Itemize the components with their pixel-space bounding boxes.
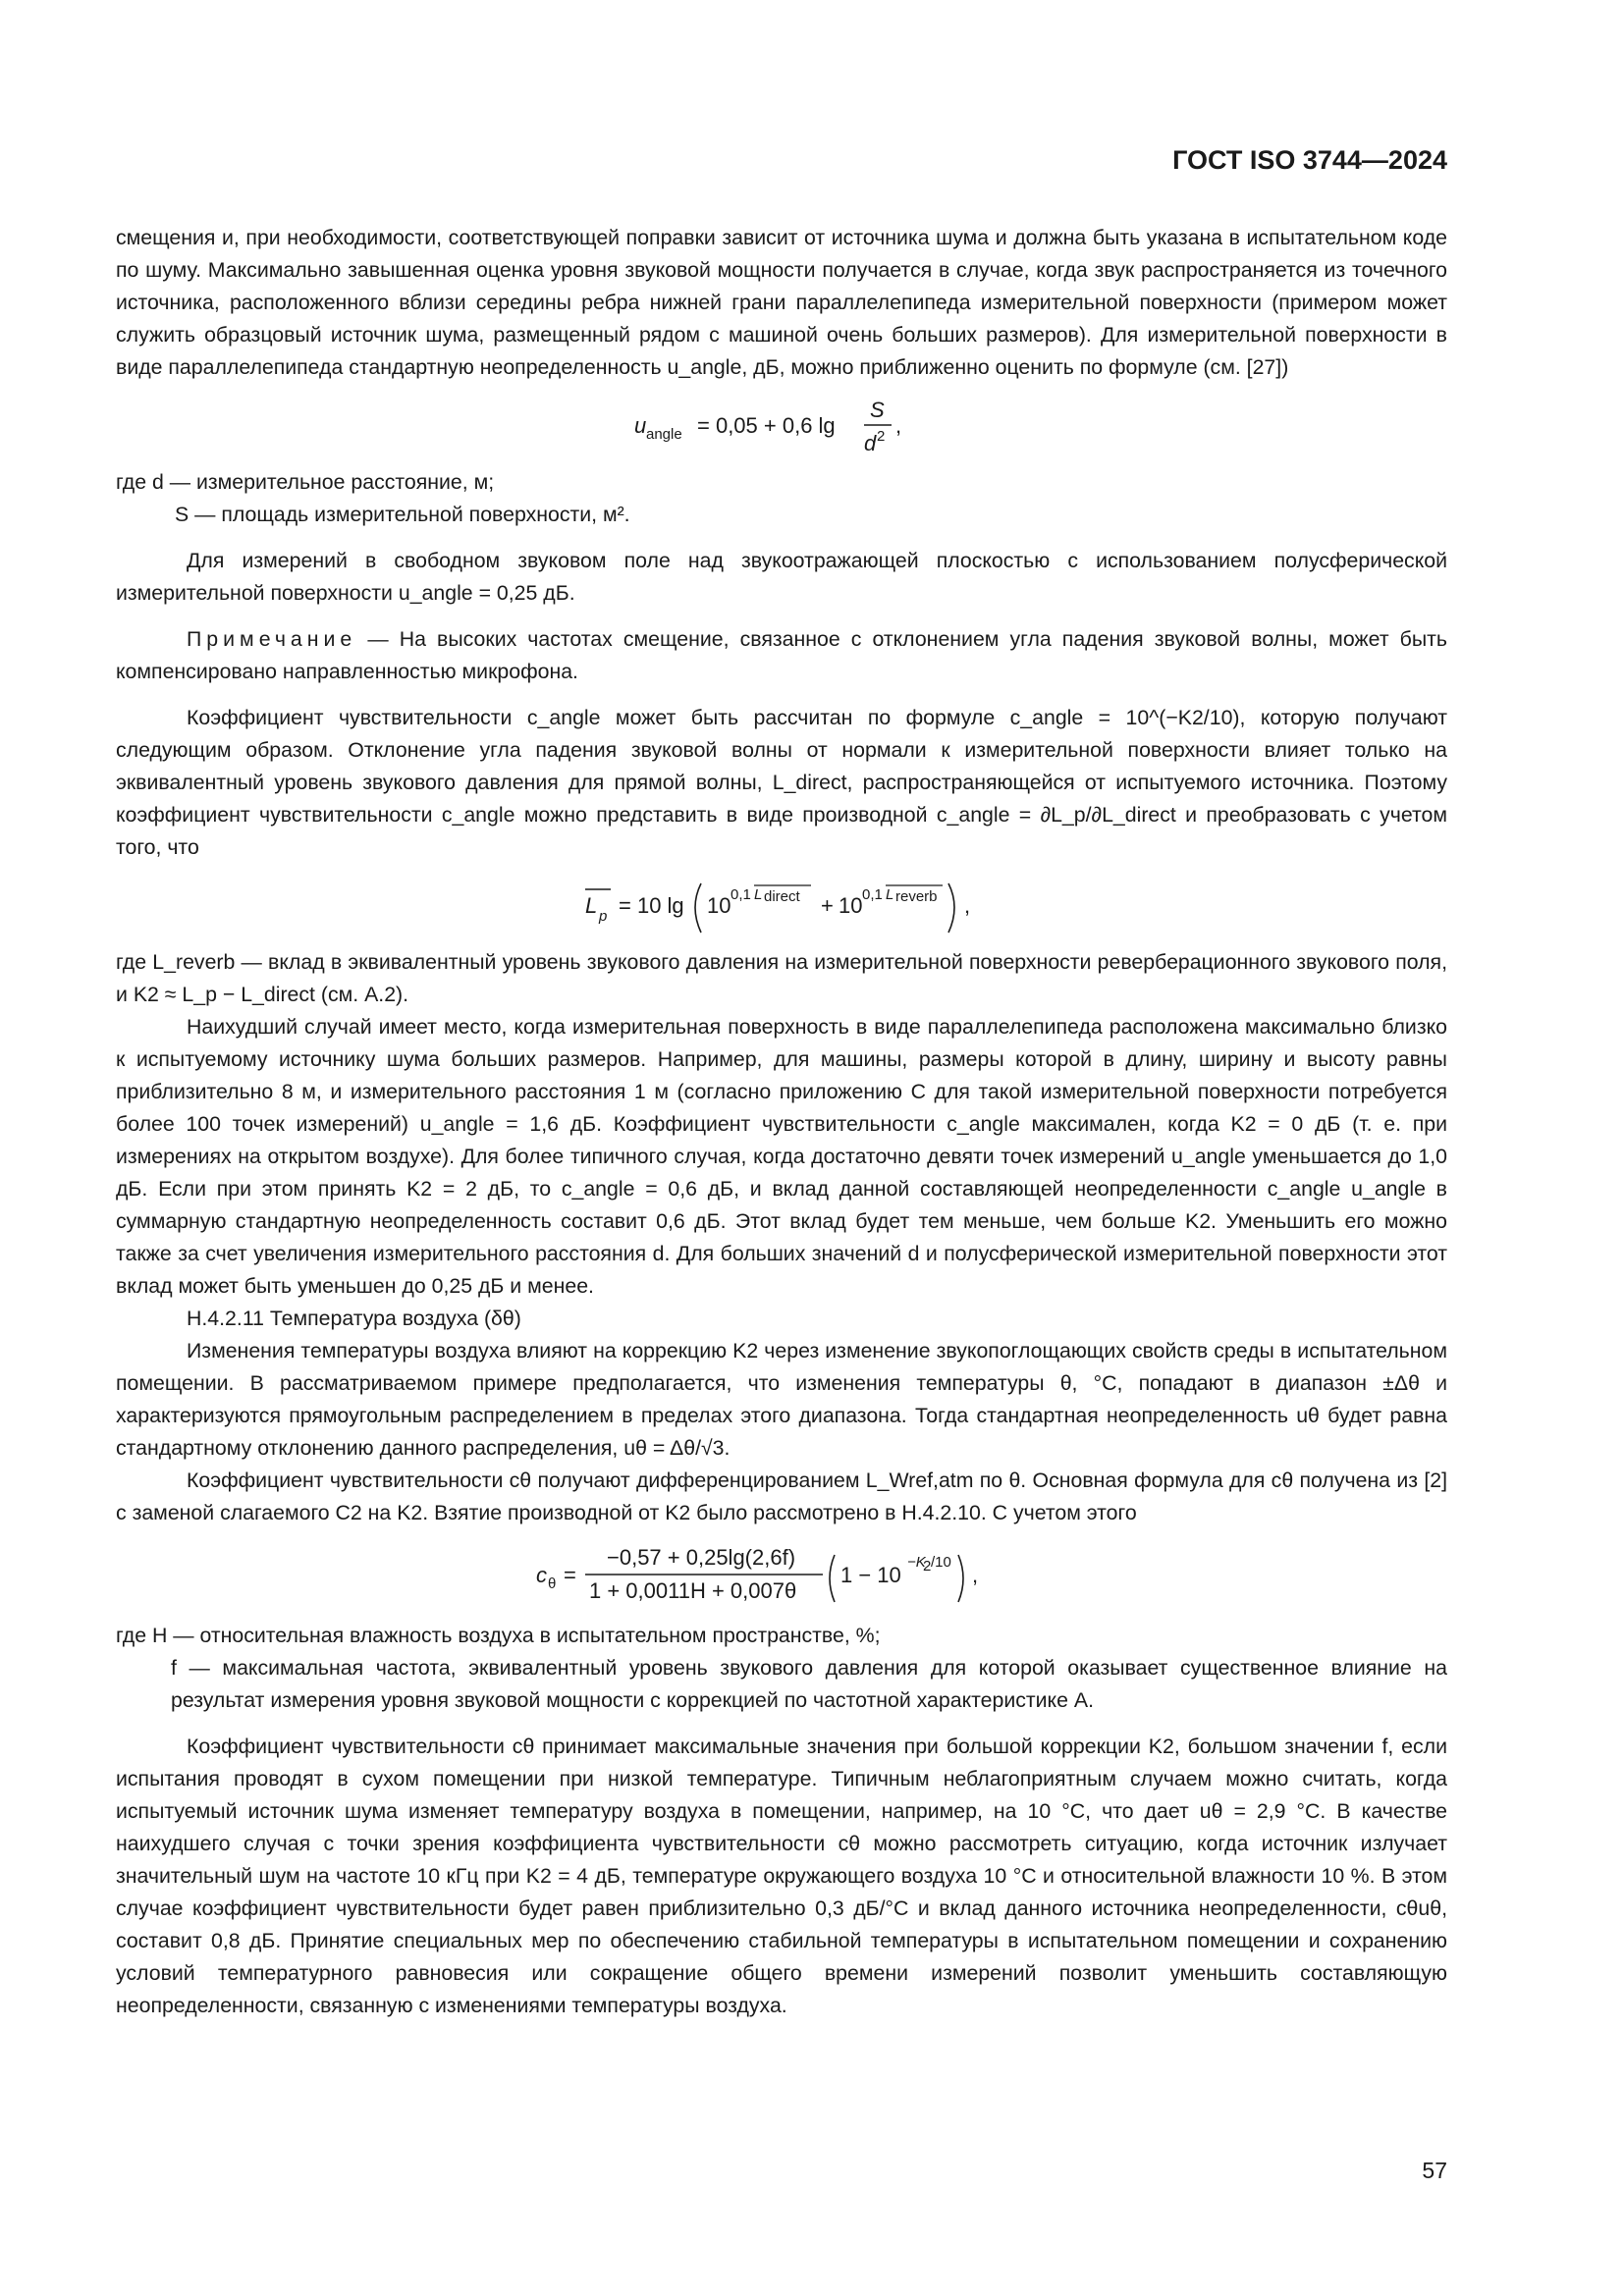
formula-token-equals: = (564, 1563, 576, 1587)
formula-token-exp3-tail: /10 (931, 1554, 951, 1571)
formula-token-S: S (870, 398, 885, 422)
definition-S: S — площадь измерительной поверхности, м². (175, 503, 630, 526)
formula-token-u: u (634, 413, 647, 438)
formula-token-constants: = 0,05 + 0,6 lg (697, 413, 836, 438)
right-paren (948, 883, 954, 933)
formula-token-exp3-sub: 2 (923, 1558, 932, 1575)
formula-token-d: d (864, 431, 877, 455)
paragraph-3: Коэффициент чувствительности c_angle может быть рассчитан по формуле c_angle = 10^(−K2/10), которую получают следующим образом. Отклонение угла падения звуковой волны от нормали к измерительной поверхности влияет только на эквивалентный уровень звукового давления для прямой волны, L_direct, распространяющейся от испытуемого источника. Поэтому коэффициент чувствительности c_angle можно представить в виде производной c_angle = ∂L_p/∂L_direct и преобразовать с учетом того, что (116, 706, 1447, 859)
paragraph-2: Для измерений в свободном звуковом поле над звукоотражающей плоскостью с использованием полусферической измерительной поверхности u_angle = 0,25 дБ. (116, 549, 1447, 605)
formula-token-10a: 10 (707, 893, 731, 918)
formula-token-c: c (536, 1563, 547, 1587)
formula-token-comma-3: , (972, 1563, 979, 1587)
section-heading: Н.4.2.11 Температура воздуха (δθ) (187, 1307, 521, 1330)
formula-token-p: p (599, 908, 608, 925)
definition-Lreverb: где L_reverb — вклад в эквивалентный уровень звукового давления на измерительной поверхности реверберационного звукового поля, и K2 ≈ L_p − L_direct (см. A.2). (116, 950, 1447, 1006)
formula-token-angle: angle (646, 426, 682, 443)
note (116, 623, 1447, 688)
paragraph-7: Коэффициент чувствительности cθ принимает максимальные значения при большой коррекции K2, большом значении f, если испытания проводят в сухом помещении при низкой температуре. Типичным неблагоприятным случаем можно считать, когда испытуемый источник шума изменяет температуру воздуха в помещении, например, на 10 °C, что дает uθ = 2,9 °C. В качестве наихудшего случая с точки зрения коэффициента чувствительности cθ можно рассмотреть ситуацию, когда источник излучает значительный шум на частоте 10 кГц при K2 = 4 дБ, температуре окружающего воздуха 10 °C и относительной влажности 10 %. В этом случае коэффициент чувствительности будет равен приблизительно 0,3 дБ/°C и вклад данного источника неопределенности, cθuθ, составит 0,8 дБ. Принятие специальных мер по обеспечению стабильной температуры в испытательном помещении и сохранению условий температурного равновесия или сокращение общего времени измерений позволит уменьшить составляющую неопределенности, связанную с изменениями температуры воздуха. (116, 1735, 1447, 2017)
formula-Lp (116, 872, 1447, 940)
paragraph-6: Коэффициент чувствительности cθ получают дифференцированием L_Wref,atm по θ. Основная формула для cθ получена из [2] с заменой слагаемого C2 на K2. Взятие производной от K2 было рассмотрено в Н.4.2.10. С учетом этого (116, 1468, 1447, 1524)
formula-c-theta-svg (536, 1537, 1027, 1612)
formula-token-exp-b: 0,1 (862, 886, 883, 903)
formula-token-bracket: 1 − 10 (840, 1563, 901, 1587)
formula-token-L-direct: L (754, 886, 763, 903)
note-label: Примечание (187, 627, 357, 651)
formula-token-reverb: reverb (895, 888, 938, 905)
formula-token-exp3: −K (907, 1554, 926, 1571)
formula-c-theta (116, 1537, 1447, 1614)
paragraph-4: Наихудший случай имеет место, когда измерительная поверхность в виде параллелепипеда расположена максимально близко к испытуемому источнику шума больших размеров. Например, для машины, размеры которой в длину, ширину и высоту равны приблизительно 8 м, и измерительного расстояния 1 м (согласно приложению С для такой измерительной поверхности потребуется более 100 точек измерений) u_angle = 1,6 дБ. Коэффициент чувствительности c_angle максимален, когда K2 = 0 дБ (т. е. при измерениях на открытом воздухе). Для более типичного случая, когда достаточно девяти точек измерений u_angle уменьшается до 1,0 дБ. Если при этом принять K2 = 2 дБ, то c_angle = 0,6 дБ, и вклад данной составляющей неопределенности c_angle u_angle в суммарную стандартную неопределенность составит 0,6 дБ. Этот вклад будет тем меньше, чем больше K2. Уменьшить его можно также за счет увеличения измерительного расстояния d. Для больших значений d и полусферической измерительной поверхности этот вклад может быть уменьшен до 0,25 дБ и менее. (116, 1015, 1447, 1298)
formula-token-L: L (585, 893, 598, 918)
page-number: 57 (1422, 2158, 1447, 2183)
formula-token-square: 2 (877, 428, 886, 445)
definition-f: f — максимальная частота, эквивалентный уровень звукового давления для которой оказывает существенное влияние на результат измерения уровня звуковой мощности с коррекцией по частотной характеристике А. (171, 1656, 1447, 1712)
formula-token-exp-a: 0,1 (731, 886, 751, 903)
paragraph-1: смещения и, при необходимости, соответствующей поправки зависит от источника шума и должна быть указана в испытательном коде по шуму. Максимально завышенная оценка уровня звуковой мощности получается в случае, когда звук распространяется из точечного источника, расположенного вблизи середины ребра нижней грани параллелепипеда измерительной поверхности (примером может служить образцовый источник шума, размещенный рядом с машиной очень больших размеров). Для измерительной поверхности в виде параллелепипеда стандартную неопределенность u_angle, дБ, можно приближенно оценить по формуле (см. [27]) (116, 226, 1447, 379)
formula-numerator: −0,57 + 0,25lg(2,6f) (607, 1545, 796, 1570)
formula-token-plus: + (821, 893, 834, 918)
formula-token-L-reverb: L (886, 886, 894, 903)
page-body (116, 222, 1447, 2022)
formula-Lp-svg (585, 872, 978, 938)
formula-token-10b: 10 (839, 893, 863, 918)
note-text: — На высоких частотах смещение, связанное с отклонением угла падения звуковой волны, может быть компенсировано направленностью микрофона. (116, 627, 1447, 683)
formula-token-theta: θ (548, 1575, 557, 1592)
formula-denominator: 1 + 0,0011H + 0,007θ (589, 1578, 797, 1603)
standard-header: ГОСТ ISO 3744—2024 (1172, 145, 1447, 175)
definition-d: где d — измерительное расстояние, м; (116, 470, 495, 494)
formula-token-direct: direct (764, 888, 800, 905)
formula-u-angle (116, 392, 1447, 460)
left-paren (695, 883, 701, 933)
formula-token-comma-2: , (964, 893, 971, 918)
formula-u-angle-svg (634, 392, 929, 458)
left-paren-2 (830, 1555, 835, 1602)
paragraph-5: Изменения температуры воздуха влияют на коррекцию K2 через изменение звукопоглощающих свойств среды в испытательном помещении. В рассматриваемом примере предполагается, что изменения температуры θ, °C, попадают в диапазон ±Δθ и характеризуются прямоугольным распределением в пределах этого диапазона. Тогда стандартная неопределенность uθ будет равна стандартному отклонению данного распределения, uθ = Δθ/√3. (116, 1339, 1447, 1460)
definition-H: где H — относительная влажность воздуха в испытательном пространстве, %; (116, 1624, 881, 1647)
formula-token-10lg: = 10 lg (619, 893, 684, 918)
formula-token-comma: , (895, 413, 902, 438)
right-paren-2 (958, 1555, 963, 1602)
